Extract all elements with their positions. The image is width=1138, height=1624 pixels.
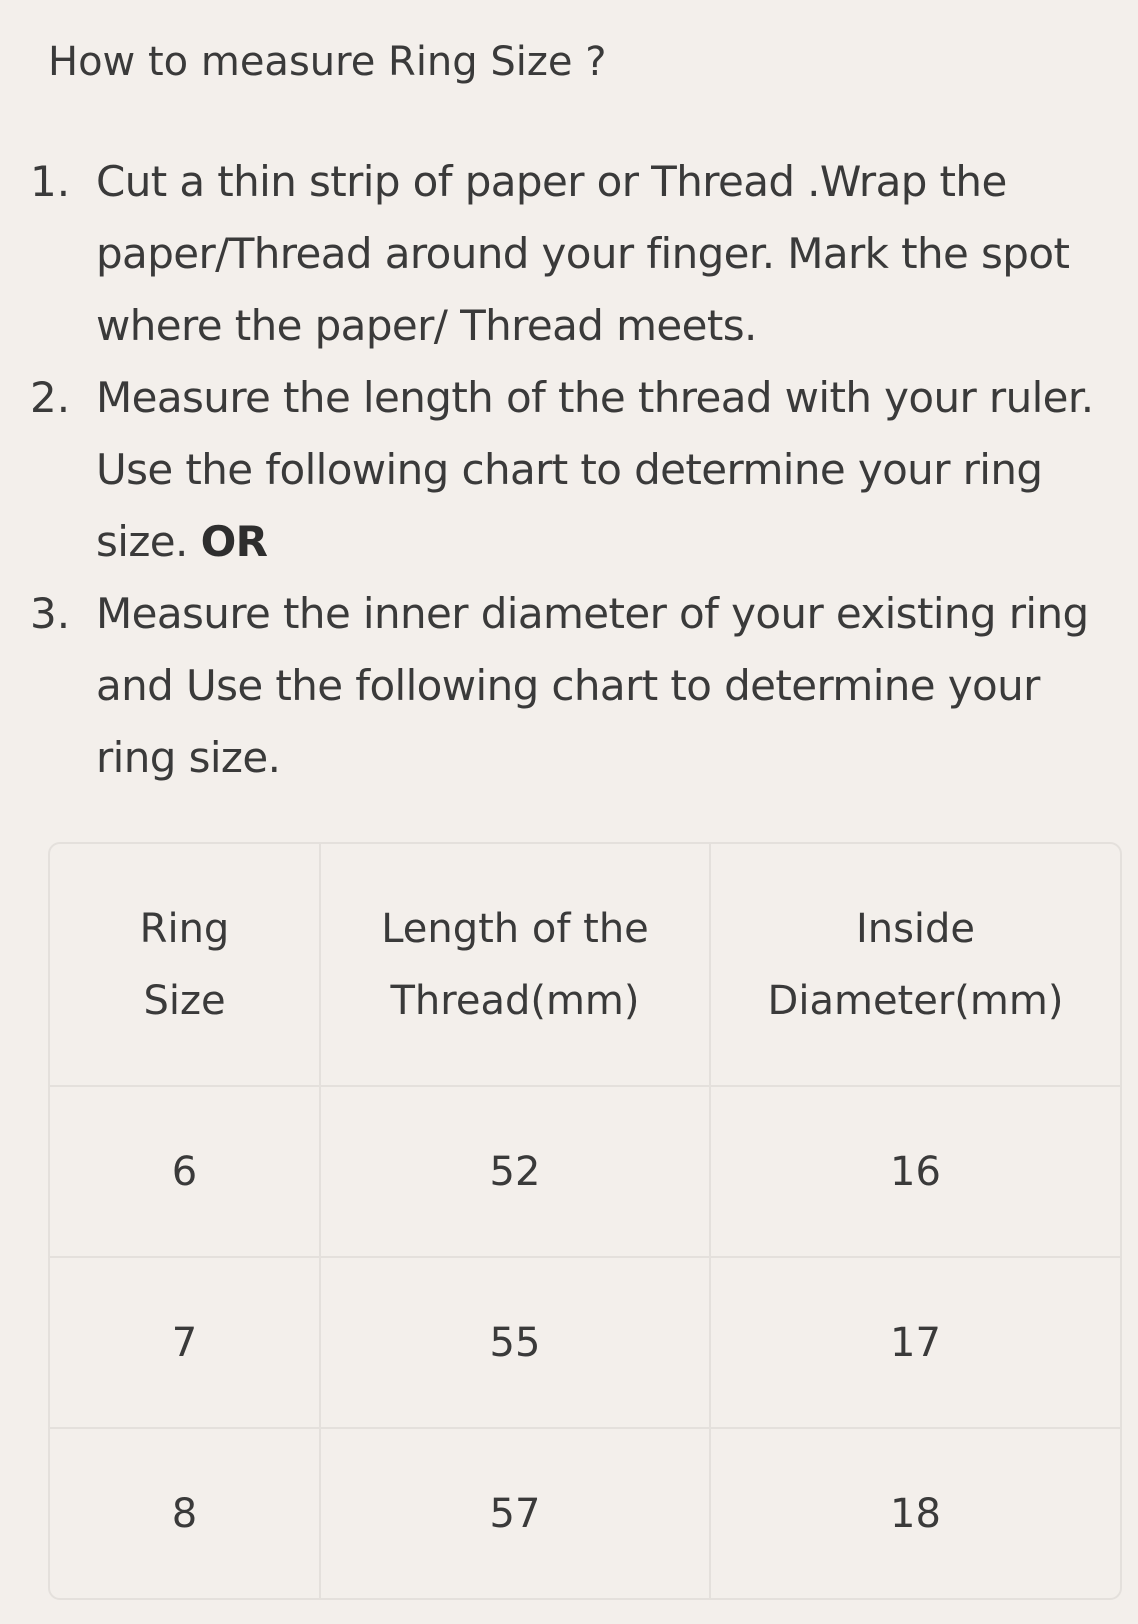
header-line: Thread(mm) [390, 977, 640, 1024]
ring-size-chart [48, 842, 1122, 1600]
step-emphasis: OR [200, 517, 268, 566]
instruction-step-2 [30, 362, 1120, 578]
step-text: Measure the length of the thread with your ruler. Use the following chart to determine your ring size. [96, 373, 1094, 566]
instructions-list [30, 146, 1120, 794]
table-row [50, 1257, 1120, 1428]
cell-ring-size: 8 [50, 1428, 320, 1599]
cell-ring-size: 7 [50, 1257, 320, 1428]
step-text: Measure the inner diameter of your existing ring and Use the following chart to determine your ring size. [96, 589, 1089, 782]
step-number: 2. [30, 373, 71, 422]
step-text-wrapper [96, 362, 1120, 578]
cell-inside-diameter: 17 [710, 1257, 1120, 1428]
cell-thread-length: 55 [320, 1257, 710, 1428]
cell-inside-diameter: 18 [710, 1428, 1120, 1599]
step-number: 3. [30, 589, 71, 638]
cell-ring-size: 6 [50, 1086, 320, 1257]
cell-thread-length: 57 [320, 1428, 710, 1599]
step-number: 1. [30, 157, 71, 206]
step-text: Cut a thin strip of paper or Thread .Wrap the paper/Thread around your finger. Mark the spot where the paper/ Thread meets. [96, 157, 1070, 350]
page-title: How to measure Ring Size ? [48, 39, 607, 85]
header-line: Size [143, 977, 226, 1024]
table-header-row [50, 844, 1120, 1086]
instruction-step-1 [30, 146, 1120, 362]
header-ring-size [50, 844, 320, 1086]
table-row [50, 1428, 1120, 1599]
header-line: Length of the [381, 905, 649, 952]
header-line: Diameter(mm) [767, 977, 1064, 1024]
table-row [50, 1086, 1120, 1257]
header-inside-diameter [710, 844, 1120, 1086]
ring-size-table [50, 844, 1120, 1599]
instruction-step-3 [30, 578, 1120, 794]
cell-thread-length: 52 [320, 1086, 710, 1257]
header-line: Ring [139, 905, 230, 952]
header-line: Inside [855, 905, 976, 952]
header-thread-length [320, 844, 710, 1086]
cell-inside-diameter: 16 [710, 1086, 1120, 1257]
